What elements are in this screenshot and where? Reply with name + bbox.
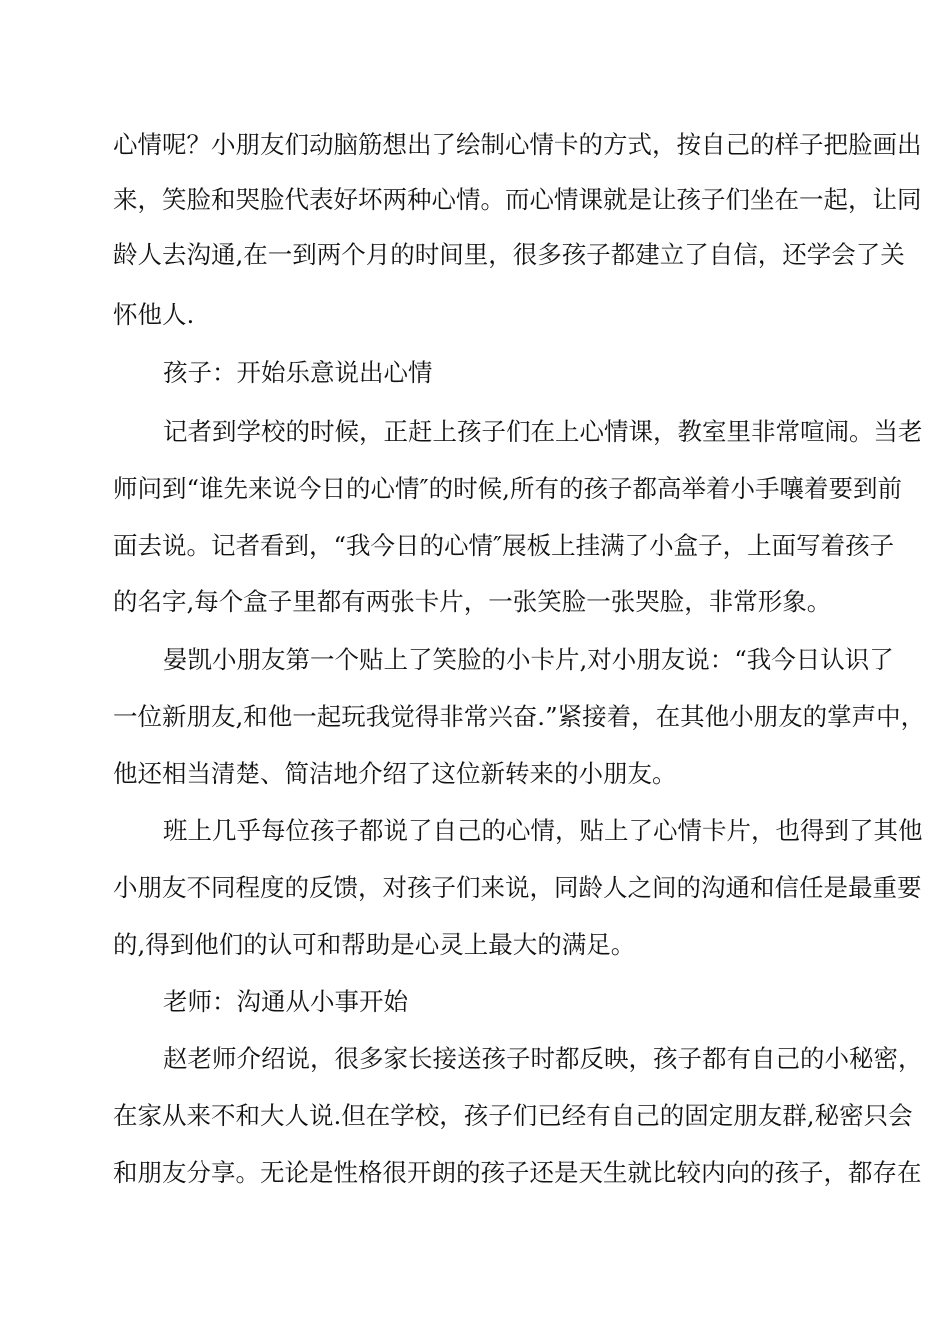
paragraph-line: 怀他人. <box>113 300 195 329</box>
paragraph-line: 师问到“谁先来说今日的心情″的时候,所有的孩子都高举着小手嚷着要到前 <box>113 474 902 503</box>
paragraph-line: 来，笑脸和哭脸代表好坏两种心情。而心情课就是让孩子们坐在一起，让同 <box>113 185 922 214</box>
paragraph-line: 的名字,每个盒子里都有两张卡片，一张笑脸一张哭脸，非常形象。 <box>113 587 832 616</box>
paragraph-line: 心情呢？小朋友们动脑筋想出了绘制心情卡的方式，按自己的样子把脸画出 <box>113 130 922 159</box>
paragraph-line: 的,得到他们的认可和帮助是心灵上最大的满足。 <box>113 930 636 959</box>
section-heading-teacher: 老师：沟通从小事开始 <box>163 987 408 1016</box>
section-heading-children: 孩子：开始乐意说出心情 <box>163 358 433 387</box>
paragraph-line: 晏凯小朋友第一个贴上了笑脸的小卡片,对小朋友说：“我今日认识了 <box>163 645 894 674</box>
paragraph-line: 班上几乎每位孩子都说了自己的心情，贴上了心情卡片，也得到了其他 <box>163 816 923 845</box>
paragraph-line: 一位新朋友,和他一起玩我觉得非常兴奋.”紧接着，在其他小朋友的掌声中， <box>113 702 926 731</box>
paragraph-line: 面去说。记者看到，“我今日的心情″展板上挂满了小盒子，上面写着孩子 <box>113 531 895 560</box>
paragraph-line: 记者到学校的时候，正赶上孩子们在上心情课，教室里非常喧闹。当老 <box>163 417 923 446</box>
paragraph-line: 他还相当清楚、简洁地介绍了这位新转来的小朋友。 <box>113 759 677 788</box>
paragraph-line: 龄人去沟通,在一到两个月的时间里，很多孩子都建立了自信，还学会了关 <box>113 240 905 269</box>
paragraph-line: 在家从来不和大人说.但在学校，孩子们已经有自己的固定朋友群,秘密只会 <box>113 1101 913 1130</box>
paragraph-line: 和朋友分享。无论是性格很开朗的孩子还是天生就比较内向的孩子，都存在 <box>113 1158 922 1187</box>
paragraph-line: 赵老师介绍说，很多家长接送孩子时都反映，孩子都有自己的小秘密， <box>163 1044 923 1073</box>
paragraph-line: 小朋友不同程度的反馈，对孩子们来说，同龄人之间的沟通和信任是最重要 <box>113 873 922 902</box>
